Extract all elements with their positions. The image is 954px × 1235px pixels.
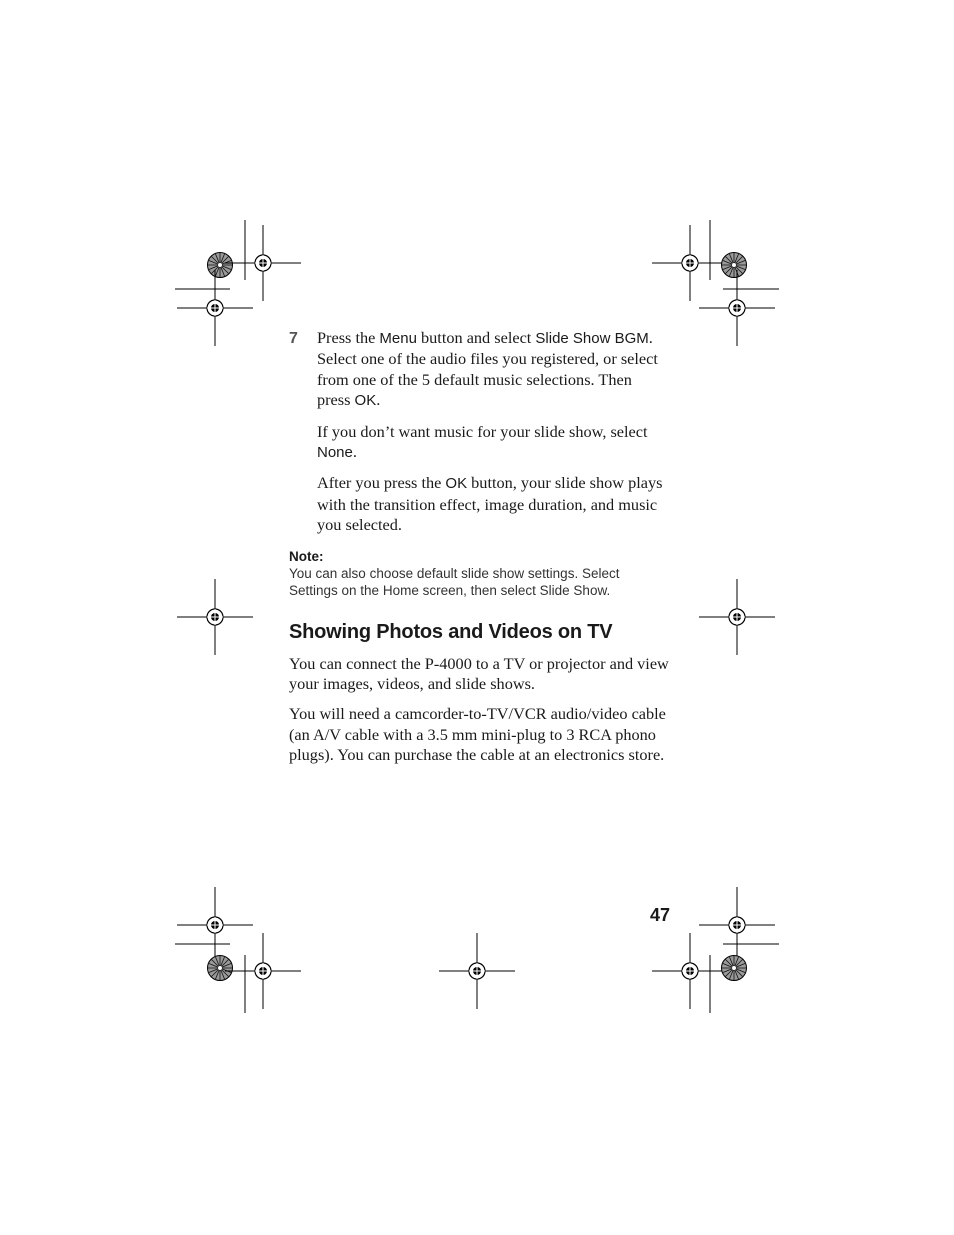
text: After you press the <box>317 473 446 493</box>
note-box <box>289 548 669 599</box>
text: button and select <box>416 328 536 347</box>
ui-term-none: None <box>317 444 353 462</box>
text: . Select one of the audio files you registered, or select from one of the 5 default music selections. Then press <box>317 328 658 410</box>
step-7 <box>289 328 669 536</box>
step-no-music <box>317 422 669 464</box>
text: You can also choose default slide show settings. Select <box>289 565 620 581</box>
text: . <box>352 442 357 462</box>
note-label: Note: <box>289 548 324 564</box>
step-number: 7 <box>289 330 298 347</box>
section-heading: Showing Photos and Videos on TV <box>289 620 613 643</box>
text: If you don’t want music for your slide show, select <box>317 421 648 441</box>
text: . <box>376 390 381 410</box>
note-text <box>289 565 669 599</box>
text: on the Home screen, then select <box>337 582 540 598</box>
step-result <box>317 473 669 535</box>
section-paragraph: You will need a camcorder-to-TV/VCR audio/video cable (an A/V cable with a 3.5 mm mini-plug to 3 RCA phono plugs). You can purchase the cable at an electronics store. <box>289 704 666 765</box>
ui-term-menu: Menu <box>379 330 417 347</box>
section-paragraph: You can connect the P-4000 to a TV or projector and view your images, videos, and slide shows. <box>289 653 669 694</box>
text: Press the <box>317 328 380 347</box>
page-content <box>289 328 669 776</box>
ui-term-slide-show: Slide Show <box>539 582 607 598</box>
ui-term-ok: OK <box>445 475 468 493</box>
text: button, your slide show plays with the transition effect, image duration, and music you selected. <box>317 473 663 535</box>
text: . <box>606 582 611 598</box>
step-instruction <box>317 328 669 412</box>
page-number: 47 <box>649 905 670 925</box>
ui-term-slide-show-bgm: Slide Show BGM <box>535 330 649 347</box>
ui-term-ok: OK <box>354 392 377 410</box>
ui-term-settings: Settings <box>289 582 338 598</box>
